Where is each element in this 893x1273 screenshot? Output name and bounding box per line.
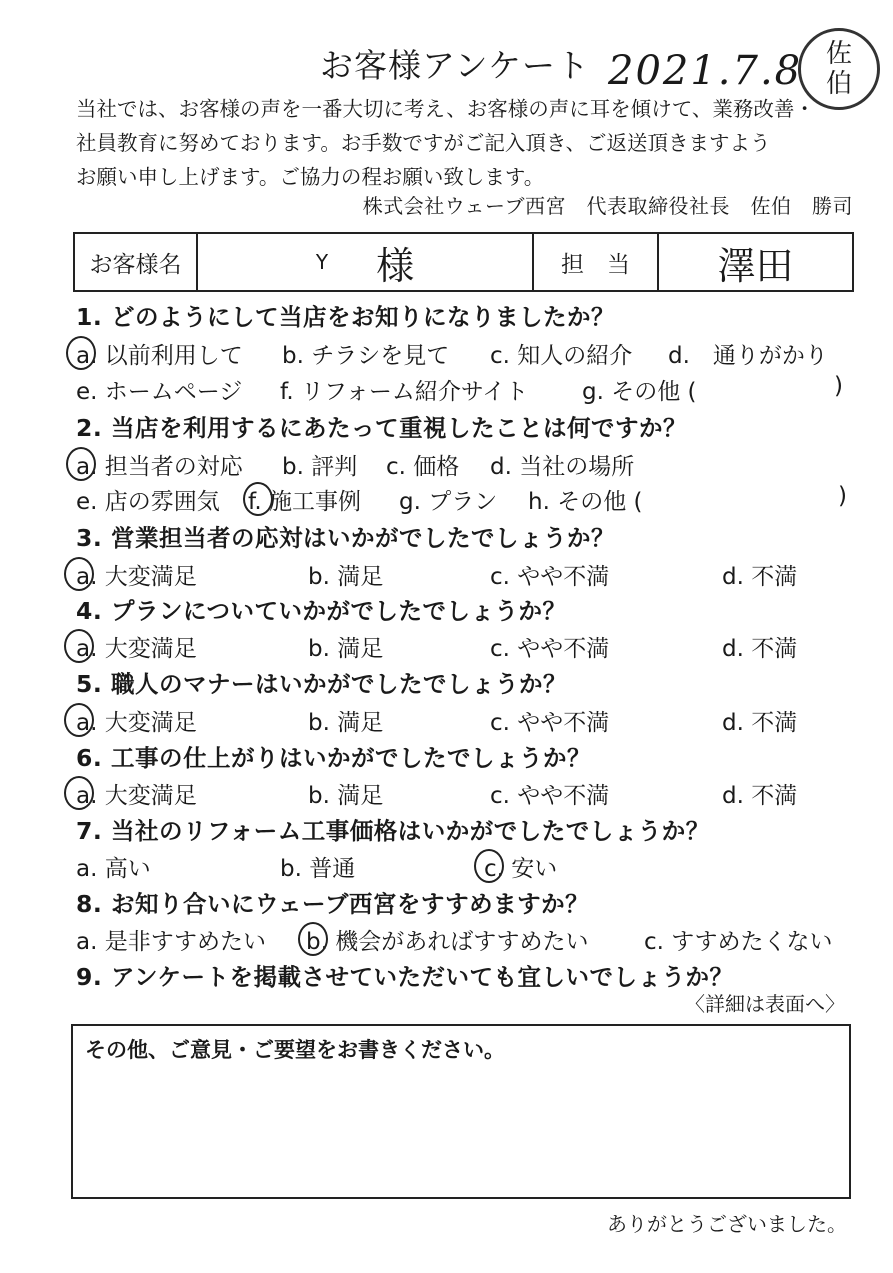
q1-option-c[interactable]: c. 知人の紹介 (490, 343, 633, 369)
q8-option-b[interactable]: b. 機会があればすすめたい (306, 929, 589, 955)
q1-option-d[interactable]: d. 通りがかり (668, 343, 828, 369)
question-1: 1. どのようにして当店をお知りになりましたか？ (76, 303, 615, 331)
q3-option-b[interactable]: b. 満足 (308, 564, 384, 590)
q7-option-c[interactable]: c. 安い (484, 856, 558, 882)
question-4: 4. プランについていかがでしたでしょうか？ (76, 597, 567, 625)
question-7: 7. 当社のリフォーム工事価格はいかがでしたでしょうか？ (76, 817, 710, 845)
question-3: 3. 営業担当者の応対はいかがでしたでしょうか？ (76, 524, 615, 552)
q2-paren-close: ) (838, 483, 847, 509)
seal-char-2: 伯 (825, 69, 852, 99)
q1-answer-circle (66, 336, 96, 370)
q4-option-a[interactable]: a. 大変満足 (76, 636, 197, 662)
q7-answer-circle (474, 849, 504, 883)
q3-answer-circle (64, 557, 94, 591)
q4-option-c[interactable]: c. やや不満 (490, 636, 610, 662)
q7-option-a[interactable]: a. 高い (76, 856, 151, 882)
question-6: 6. 工事の仕上がりはいかがでしたでしょうか？ (76, 744, 591, 772)
q3-option-a[interactable]: a. 大変満足 (76, 564, 197, 590)
q3-option-d[interactable]: d. 不満 (722, 564, 798, 590)
q5-option-a[interactable]: a. 大変満足 (76, 710, 197, 736)
q2-option-d[interactable]: d. 当社の場所 (490, 454, 635, 480)
q2-answer-circle-a (66, 447, 96, 481)
q1-option-f[interactable]: f. リフォーム紹介サイト (280, 379, 529, 405)
customer-initial: Y (315, 250, 329, 274)
q1-option-a[interactable]: a. 以前利用して (76, 343, 243, 369)
comment-box[interactable] (71, 1024, 851, 1199)
thanks-text: ありがとうございました。 (607, 1212, 847, 1236)
q2-option-f[interactable]: f. 施工事例 (248, 489, 362, 515)
company-signer: 株式会社ウェーブ西宮 代表取締役社長 佐伯 勝司 (362, 194, 853, 218)
q1-paren-close: ) (834, 373, 843, 399)
form-title: お客様アンケート (320, 46, 591, 85)
intro-text (76, 92, 866, 194)
q2-option-h[interactable]: h. その他 ( (528, 489, 643, 515)
q2-option-g[interactable]: g. プラン (399, 489, 498, 515)
question-2: 2. 当店を利用するにあたって重視したことは何ですか？ (76, 414, 687, 442)
q1-option-b[interactable]: b. チラシを見て (282, 343, 450, 369)
q2-option-a[interactable]: a. 担当者の対応 (76, 454, 243, 480)
q5-option-b[interactable]: b. 満足 (308, 710, 384, 736)
customer-honorific: 様 (376, 243, 415, 288)
customer-name-table (73, 232, 854, 292)
q6-answer-circle (64, 776, 94, 810)
q7-option-b[interactable]: b. 普通 (280, 856, 356, 882)
question-8: 8. お知り合いにウェーブ西宮をすすめますか？ (76, 890, 590, 918)
staff-label: 担 当 (534, 234, 659, 290)
detail-note: 〈詳細は表面へ〉 (685, 992, 845, 1016)
customer-name-field[interactable] (198, 234, 534, 290)
staff-name: 澤田 (717, 243, 794, 288)
q2-option-c[interactable]: c. 価格 (386, 454, 460, 480)
staff-name-field[interactable] (659, 234, 852, 290)
q8-option-c[interactable]: c. すすめたくない (644, 929, 833, 955)
handwritten-date: 2021.7.8 (608, 48, 803, 94)
intro-line: 当社では、お客様の声を一番大切に考え、お客様の声に耳を傾けて、業務改善・ (76, 97, 815, 121)
q1-option-g[interactable]: g. その他 ( (582, 379, 697, 405)
q4-option-b[interactable]: b. 満足 (308, 636, 384, 662)
q6-option-d[interactable]: d. 不満 (722, 783, 798, 809)
intro-line: 社員教育に努めております。お手数ですがご記入頂き、ご返送頂きますよう (76, 131, 771, 155)
q6-option-a[interactable]: a. 大変満足 (76, 783, 197, 809)
customer-name-label: お客様名 (75, 234, 198, 290)
q5-option-c[interactable]: c. やや不満 (490, 710, 610, 736)
q6-option-b[interactable]: b. 満足 (308, 783, 384, 809)
intro-line: お願い申し上げます。ご協力の程お願い致します。 (76, 165, 545, 189)
question-5: 5. 職人のマナーはいかがでしたでしょうか？ (76, 670, 567, 698)
q6-option-c[interactable]: c. やや不満 (490, 783, 610, 809)
q4-option-d[interactable]: d. 不満 (722, 636, 798, 662)
q2-option-b[interactable]: b. 評判 (282, 454, 358, 480)
q3-option-c[interactable]: c. やや不満 (490, 564, 610, 590)
q4-answer-circle (64, 629, 94, 663)
q5-option-d[interactable]: d. 不満 (722, 710, 798, 736)
q1-option-e[interactable]: e. ホームページ (76, 379, 243, 405)
q8-option-a[interactable]: a. 是非すすめたい (76, 929, 266, 955)
q5-answer-circle (64, 703, 94, 737)
q2-answer-circle-f (243, 482, 273, 516)
comment-label: その他、ご意見・ご要望をお書きください。 (85, 1038, 505, 1062)
question-9: 9. アンケートを掲載させていただいても宜しいでしょうか？ (76, 963, 734, 991)
q8-answer-circle (298, 922, 328, 956)
seal-char-1: 佐 (825, 39, 852, 69)
q2-option-e[interactable]: e. 店の雰囲気 (76, 489, 220, 515)
